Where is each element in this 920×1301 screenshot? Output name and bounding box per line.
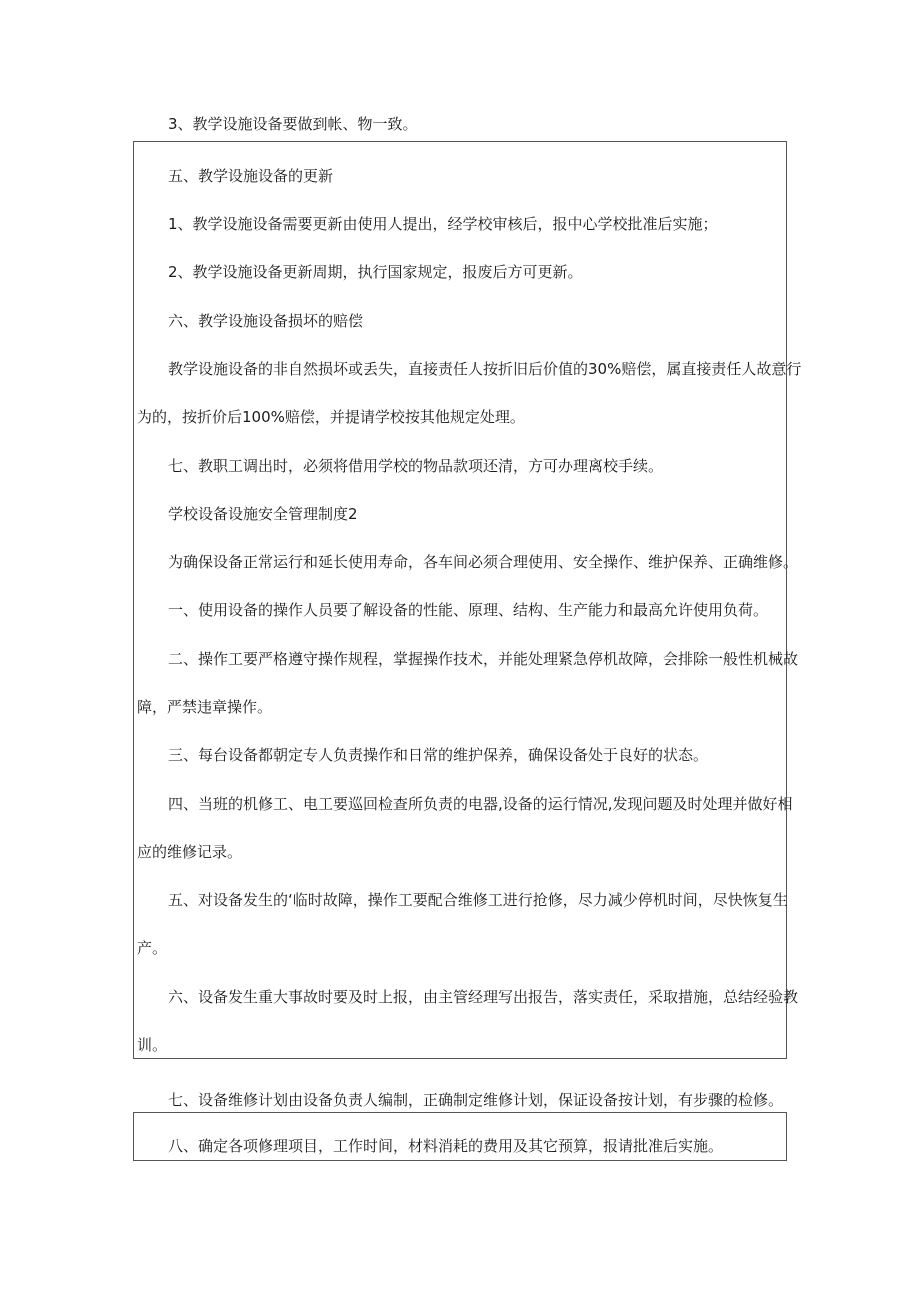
paragraph: 三、每台设备都朝定专人负责操作和日常的维护保养，确保设备处于良好的状态。	[168, 746, 709, 764]
paragraph-continuation: 训。	[137, 1036, 168, 1054]
paragraph: 八、确定各项修理项目，工作时间，材料消耗的费用及其它预算，报请批准后实施。	[168, 1137, 724, 1155]
paragraph: 六、设备发生重大事故时要及时上报，由主管经理写出报告，落实责任，采取措施，总结经验教	[168, 988, 799, 1006]
paragraph-continuation: 产。	[137, 939, 168, 957]
paragraph: 二、操作工要严格遵守操作规程，掌握操作技术，并能处理紧急停机故障，会排除一般性机械故	[168, 650, 799, 668]
paragraph: 七、教职工调出时，必须将借用学校的物品款项还清，方可办理离校手续。	[168, 457, 664, 475]
paragraph: 2、教学设施设备更新周期，执行国家规定，报废后方可更新。	[168, 263, 583, 281]
paragraph: 五、对设备发生的‘临时故障，操作工要配合维修工进行抢修，尽力减少停机时间，尽快恢复生	[168, 891, 788, 909]
paragraph-middle: 七、设备维修计划由设备负责人编制，正确制定维修计划，保证设备按计划，有步骤的检修。	[168, 1091, 784, 1109]
section-heading-6: 六、教学设施设备损坏的赔偿	[168, 312, 364, 330]
paragraph: 教学设施设备的非自然损坏或丢失，直接责任人按折旧后价值的30%赔偿，属直接责任人故意行	[168, 360, 802, 378]
document-subtitle: 学校设备设施安全管理制度2	[168, 505, 358, 523]
paragraph: 四、当班的机修工、电工要巡回检查所负责的电器,设备的运行情况,发现问题及时处理并做好相	[168, 795, 793, 813]
paragraph: 一、使用设备的操作人员要了解设备的性能、原理、结构、生产能力和最高允许使用负荷。	[168, 601, 769, 619]
section-heading-5: 五、教学设施设备的更新	[168, 167, 334, 185]
paragraph: 为确保设备正常运行和延长使用寿命，各车间必须合理使用、安全操作、维护保养、正确维修。	[168, 553, 799, 571]
paragraph: 1、教学设施设备需要更新由使用人提出，经学校审核后，报中心学校批准后实施；	[168, 215, 718, 233]
paragraph-top: 3、教学设施设备要做到帐、物一致。	[168, 115, 418, 133]
paragraph-continuation: 为的，按折价后100%赔偿，并提请学校按其他规定处理。	[137, 408, 525, 426]
paragraph-continuation: 障，严禁违章操作。	[137, 698, 273, 716]
paragraph-continuation: 应的维修记录。	[137, 843, 243, 861]
